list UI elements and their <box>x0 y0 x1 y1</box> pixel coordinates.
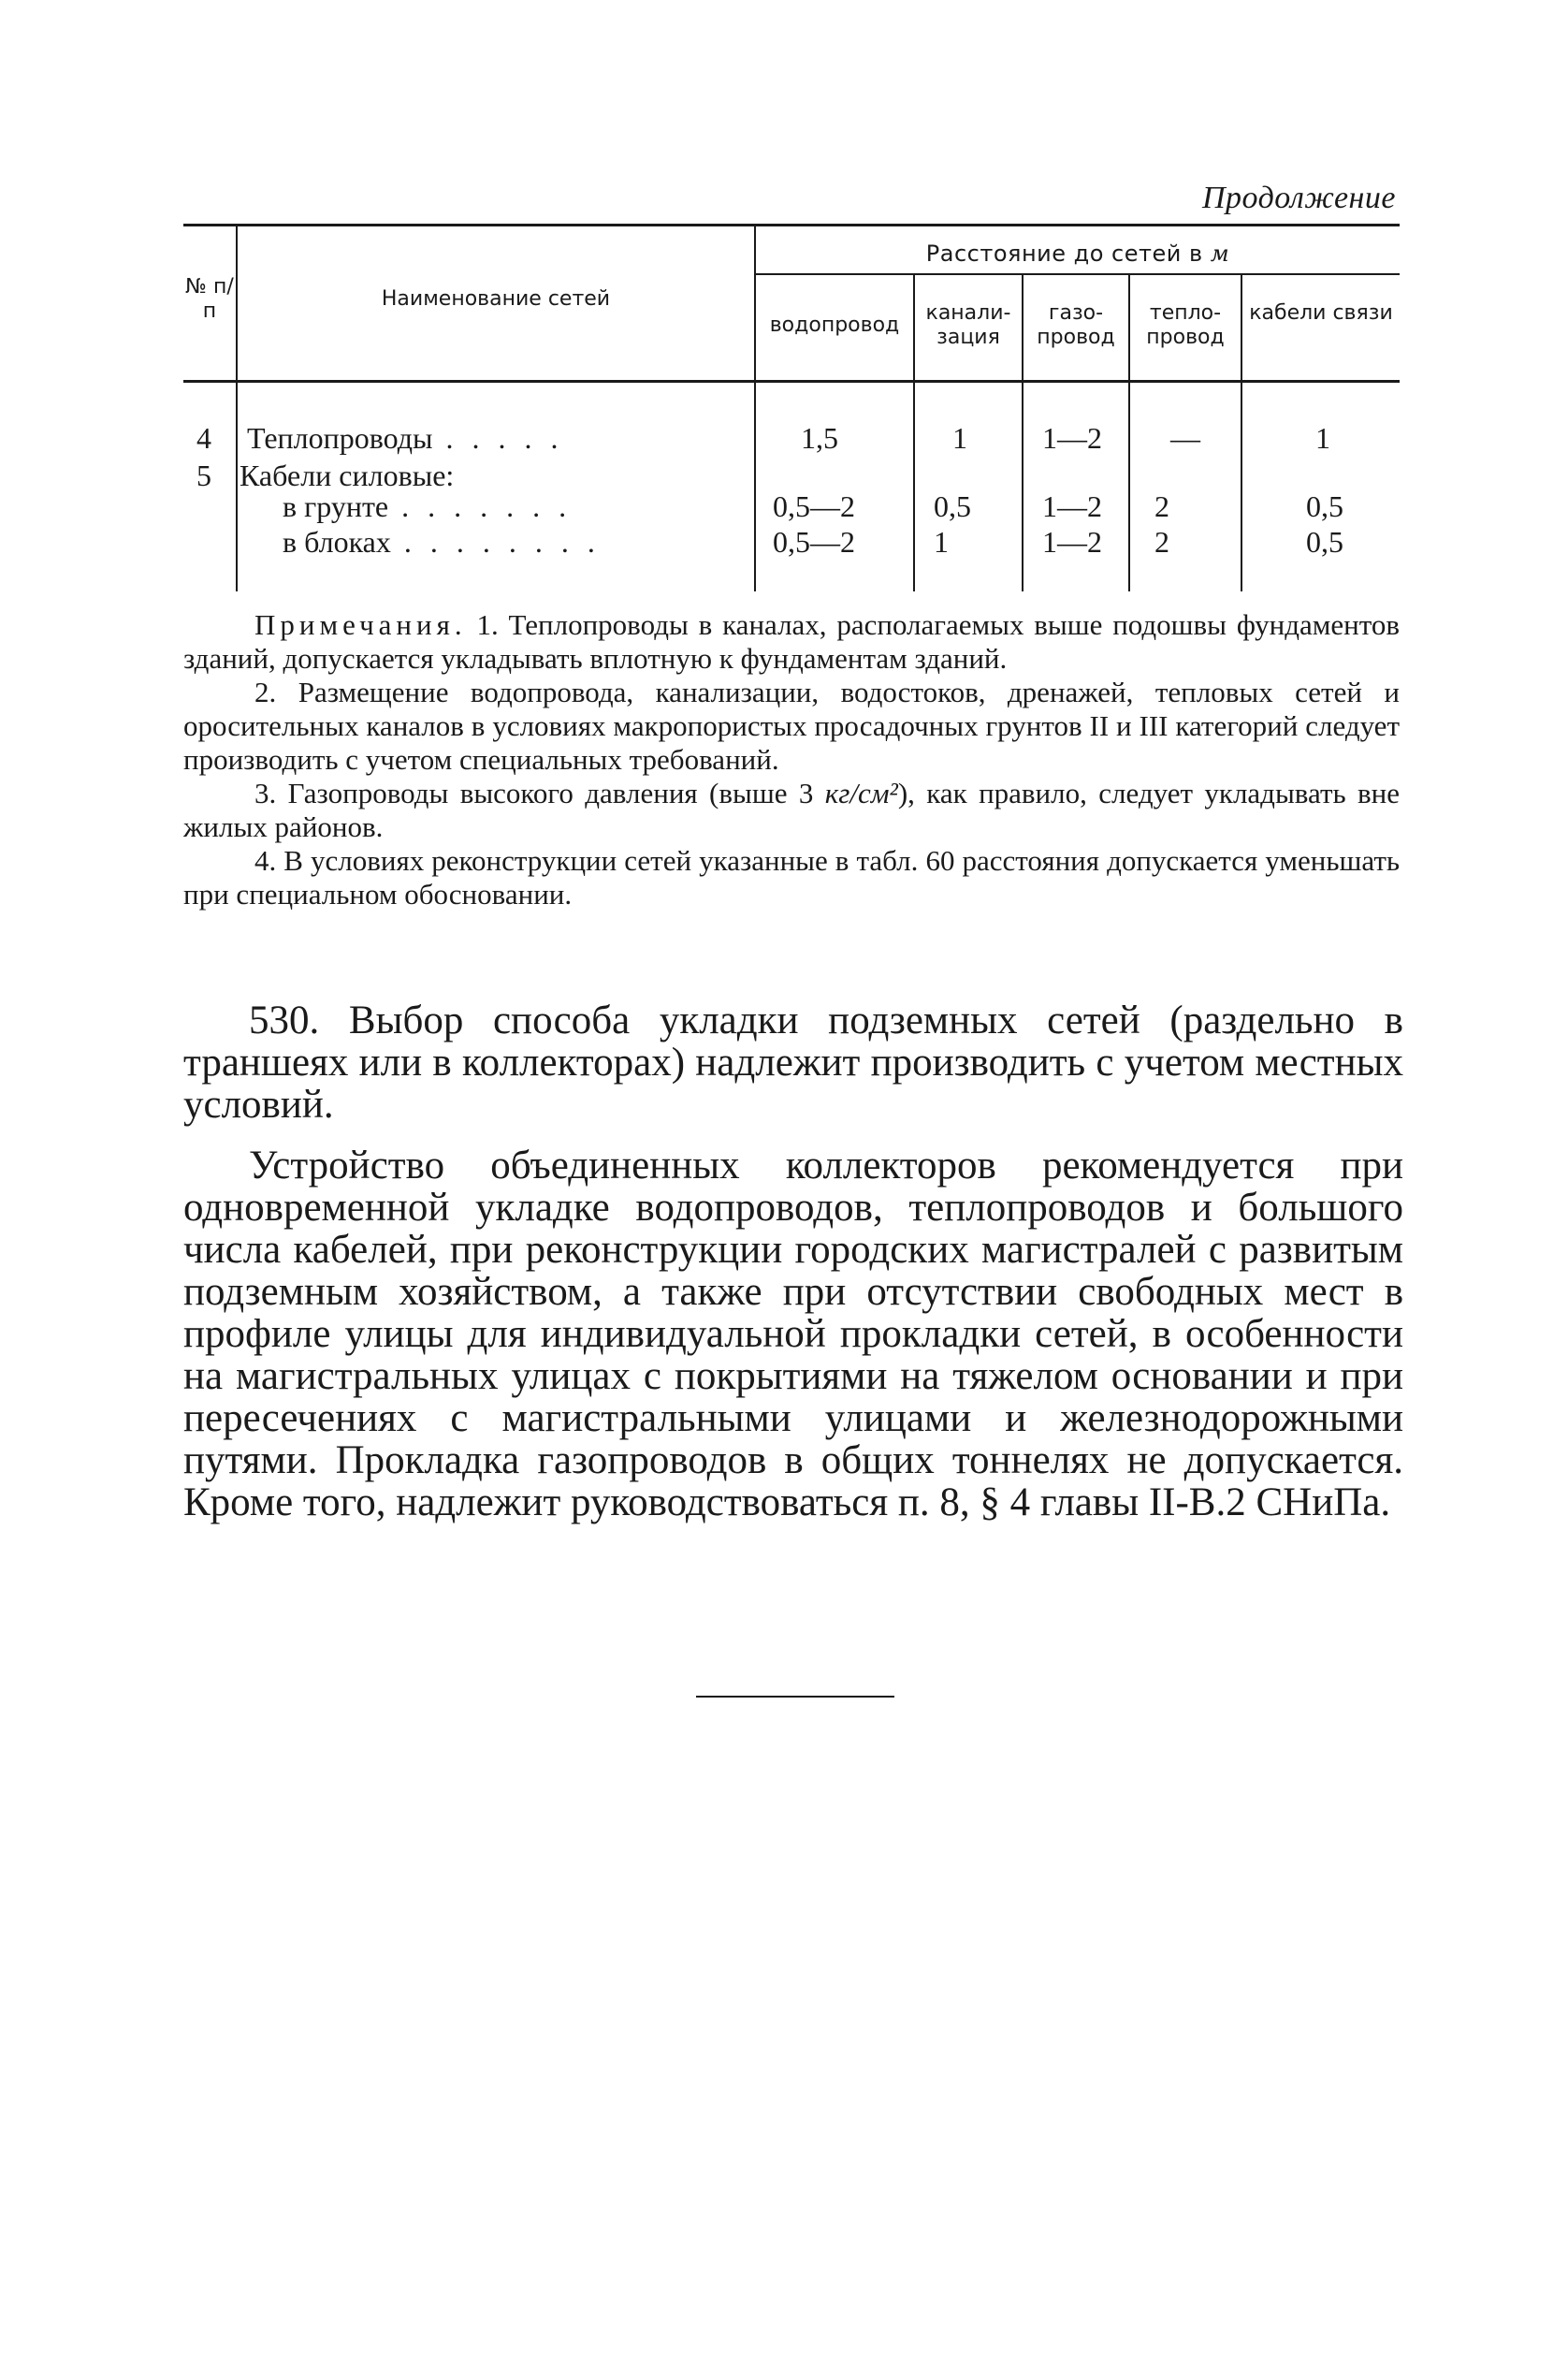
row-name <box>247 420 564 456</box>
row-number: 5 <box>196 459 211 492</box>
cell-value: 0,5 <box>1306 489 1343 523</box>
row-name <box>283 524 601 560</box>
header-col-5: кабели связи <box>1249 301 1393 325</box>
table-divider <box>236 224 238 591</box>
header-col-4: тепло-провод <box>1146 301 1225 349</box>
header-distance-label: Расстояние до сетей в <box>925 241 1203 267</box>
row-number: 4 <box>196 421 211 455</box>
note-3-text-a: 3. Газопроводы высокого давления (выше 3 <box>254 777 814 809</box>
table-divider <box>754 224 756 591</box>
note-3-text-b: ), как правило, следует укладывать вне жилых районов. <box>183 777 1401 843</box>
cell-value: 1—2 <box>1042 525 1102 559</box>
row-name <box>283 488 572 524</box>
cell-value: 0,5 <box>934 489 971 523</box>
row-leader-dots: . . . . . . . <box>388 489 573 523</box>
row-leader-dots: . . . . . <box>432 421 564 455</box>
header-distance <box>756 241 1400 267</box>
cell-value: 1,5 <box>801 421 838 455</box>
end-rule <box>696 1696 894 1698</box>
notes-label: Примечания. <box>254 608 467 641</box>
table-header-rule <box>183 380 1400 383</box>
note-1 <box>183 608 1400 676</box>
row-leader-dots: . . . . . . . . <box>390 525 601 559</box>
paragraph-collectors: Устройство объединенных коллекторов рекомендуется при одновременной укладке водопроводов, теплопроводов и большого числа кабелей, при реконструкции городских магистралей с развитым подземным хозяйством, а также при отсутствии свободных мест в профиле улицы для индивидуальной прокладки сетей, в особенности на магистральных улицах с покрытиями на тяжелом основании и при пересечениях с магистральными улицами и железнодорожными путями. Прокладка газопроводов в общих тоннелях не допускается. Кроме того, надлежит руководствоваться п. 8, § 4 главы II-В.2 СНиПа. <box>183 1144 1403 1524</box>
cell-value: 1—2 <box>1042 489 1102 523</box>
note-3-unit: кг/см² <box>824 777 898 809</box>
cell-value: 1 <box>934 525 949 559</box>
header-col-1: водопровод <box>769 313 900 337</box>
cell-value: — <box>1170 421 1200 455</box>
row-name-text: в грунте <box>283 489 389 523</box>
main-text <box>183 999 1403 1523</box>
cell-value: 1 <box>952 421 967 455</box>
row-name-text: Теплопроводы <box>247 421 433 455</box>
header-col-3: газо-провод <box>1037 301 1115 349</box>
header-col-2: канали-зация <box>925 301 1011 349</box>
cell-value: 0,5—2 <box>773 525 855 559</box>
header-num: № п/п <box>185 275 234 323</box>
note-1-text: 1. Теплопроводы в каналах, располагаемых выше подошвы фундаментов зданий, допускается укладывать вплотную к фундаментам зданий. <box>183 608 1401 675</box>
cell-value: 1 <box>1315 421 1330 455</box>
table-top-rule <box>183 224 1400 226</box>
cell-value: 1—2 <box>1042 421 1102 455</box>
paragraph-530: 530. Выбор способа укладки подземных сетей (раздельно в траншеях или в коллекторах) надлежит производить с учетом местных условий. <box>183 999 1403 1127</box>
table-subheader-rule <box>756 273 1400 275</box>
cell-value: 0,5 <box>1306 525 1343 559</box>
cell-value: 2 <box>1154 489 1169 523</box>
note-2: 2. Размещение водопровода, канализации, водостоков, дренажей, тепловых сетей и оросительных каналов в условиях макропористых просадочных грунтов II и III категорий следует производить с учетом специальных требований. <box>183 676 1400 776</box>
cell-value: 0,5—2 <box>773 489 855 523</box>
note-4: 4. В условиях реконструкции сетей указанные в табл. 60 расстояния допускается уменьшать при специальном обосновании. <box>183 844 1400 911</box>
header-distance-unit: м <box>1210 241 1230 267</box>
note-3 <box>183 777 1400 844</box>
continuation-label: Продолжение <box>1201 181 1396 215</box>
row-name: Кабели силовые: <box>240 459 455 492</box>
table-notes <box>183 608 1400 911</box>
row-name-text: в блоках <box>283 525 391 559</box>
cell-value: 2 <box>1154 525 1169 559</box>
header-name: Наименование сетей <box>381 287 611 311</box>
